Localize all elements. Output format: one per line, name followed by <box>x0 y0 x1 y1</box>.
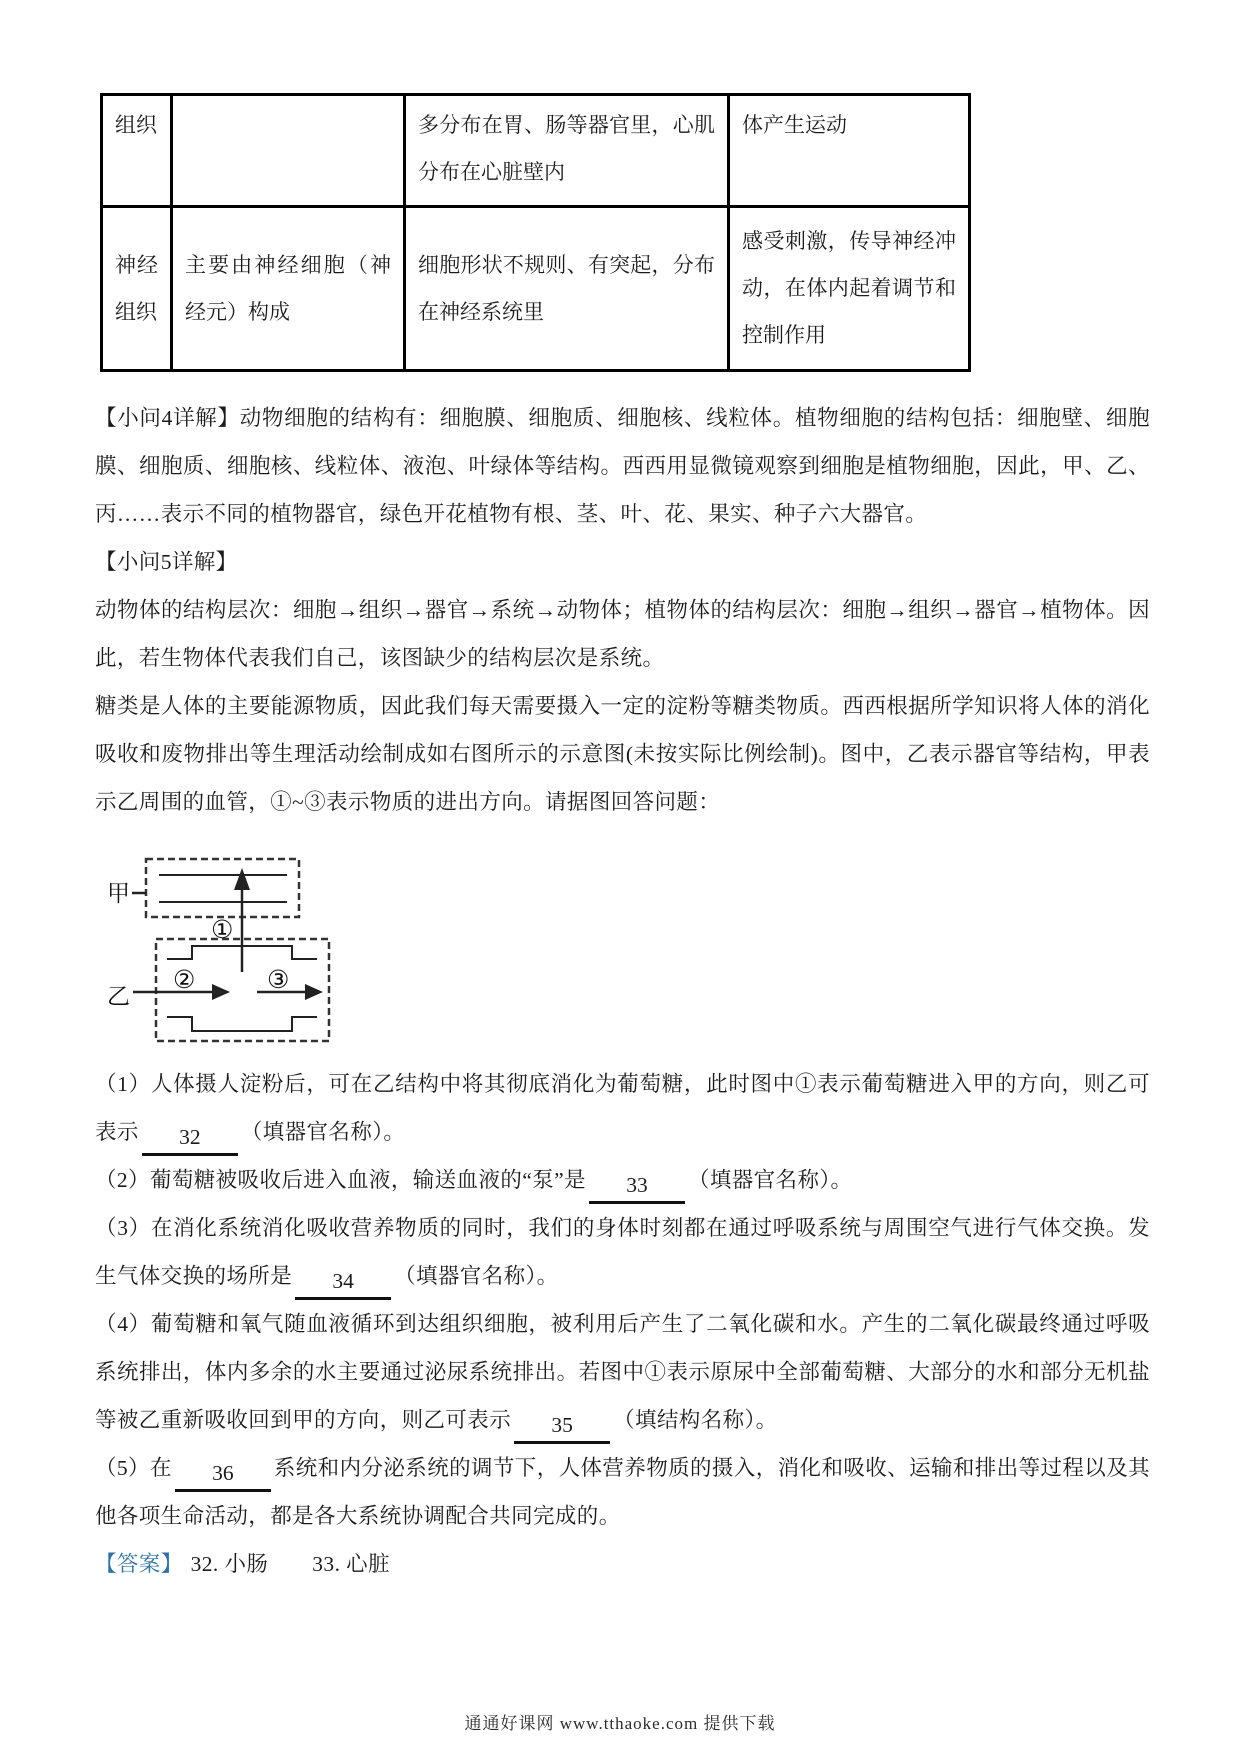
table-row <box>102 95 970 207</box>
table-cell-tissue-name: 神经组织 <box>102 207 172 371</box>
arrow-2-label: ② <box>173 967 196 994</box>
blank-32: 32 <box>142 1121 238 1156</box>
question-2-text: （2）葡萄糖被吸收后进入血液，输送血液的“泵”是 <box>95 1168 586 1192</box>
explanation-q4: 【小问4详解】动物细胞的结构有：细胞膜、细胞质、细胞核、线粒体。植物细胞的结构包括：细胞壁、细胞膜、细胞质、细胞核、线粒体、液泡、叶绿体等结构。西西用显微镜观察到细胞是植物细胞，因此，甲、乙、丙……表示不同的植物器官，绿色开花植物有根、茎、叶、花、果实、种子六大器官。 <box>95 406 1150 526</box>
label-jia: 甲 <box>107 881 131 906</box>
question-1-text: （1）人体摄人淀粉后，可在乙结构中将其彻底消化为葡萄糖，此时图中①表示葡萄糖进入甲的方向，则乙可表示 <box>95 1072 1150 1144</box>
answer-tag: 【答案】 <box>95 1552 183 1576</box>
explanation-q5-heading: 【小问5详解】 <box>95 550 238 574</box>
question-2 <box>95 1156 1150 1204</box>
blank-36: 36 <box>175 1457 271 1492</box>
blank-35: 35 <box>514 1409 610 1444</box>
tissue-table <box>100 93 971 372</box>
table-cell-distribution: 细胞形状不规则、有突起，分布在神经系统里 <box>405 207 729 371</box>
question-3 <box>95 1204 1150 1300</box>
organ-wall-bottom <box>167 1017 317 1031</box>
arrow-1-label: ① <box>211 917 234 944</box>
question-4 <box>95 1300 1150 1444</box>
question-3-suffix: （填器官名称）。 <box>394 1264 559 1288</box>
arrow-2-head <box>212 984 230 1000</box>
vessel-box-jia <box>146 859 299 917</box>
question-2-suffix: （填器官名称）。 <box>687 1168 853 1192</box>
explanation-q5-body: 动物体的结构层次：细胞→组织→器官→系统→动物体；植物体的结构层次：细胞→组织→器官→植物体。因此，若生物体代表我们自己，该图缺少的结构层次是系统。 <box>95 598 1150 670</box>
table-cell-composition: 主要由神经细胞（神经元）构成 <box>172 207 405 371</box>
question-5-text: （5）在 <box>95 1456 172 1480</box>
physiology-diagram <box>99 844 1150 1056</box>
label-yi: 乙 <box>107 984 131 1009</box>
answer-item: 33. 心脏 <box>312 1552 390 1576</box>
question-4-text: （4）葡萄糖和氧气随血液循环到达组织细胞，被利用后产生了二氧化碳和水。产生的二氧化碳最终通过呼吸系统排出，体内多余的水主要通过泌尿系统排出。若图中①表示原尿中全部葡萄糖、大部分的水和部分无机盐等被乙重新吸收回到甲的方向，则乙可表示 <box>95 1312 1150 1432</box>
answer-item: 32. 小肠 <box>190 1552 269 1576</box>
blank-34: 34 <box>295 1265 391 1300</box>
question-5 <box>95 1444 1150 1540</box>
arrow-1-head <box>234 868 250 890</box>
table-cell-composition <box>172 95 405 207</box>
table-cell-function: 体产生运动 <box>729 95 970 207</box>
table-cell-tissue-name: 组织 <box>102 95 172 207</box>
question-3-text: （3）在消化系统消化吸收营养物质的同时，我们的身体时刻都在通过呼吸系统与周围空气进行气体交换。发生气体交换的场所是 <box>95 1216 1150 1288</box>
question-1-suffix: （填器官名称）。 <box>240 1120 406 1144</box>
arrow-3-head <box>305 984 323 1000</box>
blank-33: 33 <box>589 1169 685 1204</box>
question-stem: 糖类是人体的主要能源物质，因此我们每天需要摄入一定的淀粉等糖类物质。西西根据所学知识将人体的消化吸收和废物排出等生理活动绘制成如右图所示的示意图(未按实际比例绘制)。图中，乙表示器官等结构，甲表示乙周围的血管，①~③表示物质的进出方向。请据图回答问题： <box>95 694 1150 814</box>
footer-watermark: 通通好课网 www.tthaoke.com 提供下载 <box>464 1714 776 1733</box>
table-row <box>102 207 970 371</box>
question-1 <box>95 1060 1150 1156</box>
question-4-suffix: （填结构名称）。 <box>613 1408 778 1432</box>
question-5-suffix: 系统和内分泌系统的调节下，人体营养物质的摄入，消化和吸收、运输和排出等过程以及其他各项生命活动，都是各大系统协调配合共同完成的。 <box>95 1456 1150 1528</box>
table-cell-function: 感受刺激，传导神经冲动，在体内起着调节和控制作用 <box>729 207 970 371</box>
answer-line <box>95 1540 1150 1588</box>
arrow-3-label: ③ <box>267 967 290 994</box>
table-cell-distribution: 多分布在胃、肠等器官里，心肌分布在心脏壁内 <box>405 95 729 207</box>
